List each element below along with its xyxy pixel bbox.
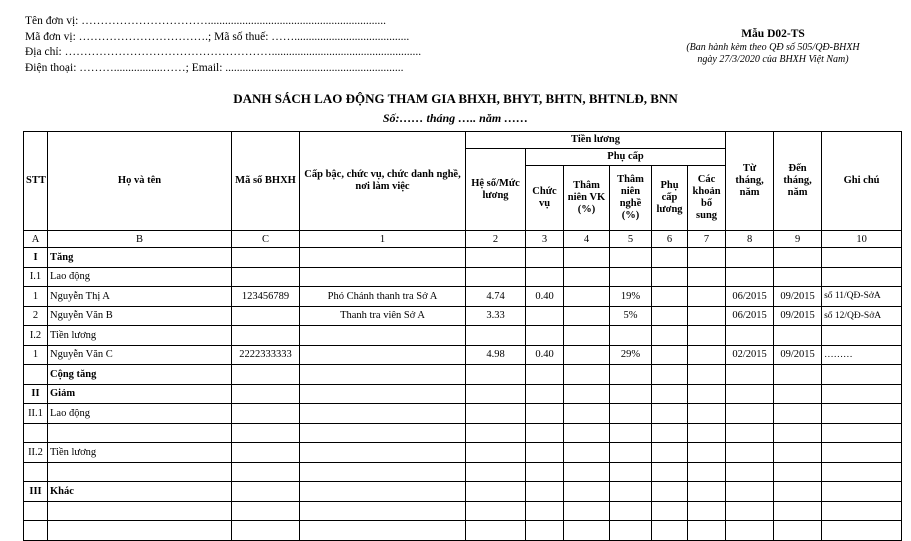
cell-to (774, 482, 822, 502)
column-index: 7 (688, 231, 726, 248)
cell-pos (300, 248, 466, 268)
column-index: 2 (466, 231, 526, 248)
cell-bs (688, 384, 726, 404)
cell-name (48, 423, 232, 443)
table-row (24, 345, 902, 365)
cell-from: 06/2015 (726, 306, 774, 326)
cell-cv (526, 521, 564, 541)
cell-note (822, 462, 902, 482)
cell-cv (526, 267, 564, 287)
table-row (24, 287, 902, 307)
document-title: DANH SÁCH LAO ĐỘNG THAM GIA BHXH, BHYT, BHTN, BHTNLĐ, BNN (233, 91, 678, 106)
cell-pos (300, 365, 466, 385)
cell-coef (466, 326, 526, 346)
cell-tn (610, 404, 652, 424)
cell-pcl (652, 345, 688, 365)
cell-vk (564, 345, 610, 365)
cell-tn (610, 365, 652, 385)
cell-cv (526, 462, 564, 482)
table-row (24, 443, 902, 463)
header-to-month: Đến tháng, năm (774, 132, 822, 231)
cell-note (822, 326, 902, 346)
form-code: Mẫu D02-TS (741, 28, 805, 40)
cell-to (774, 248, 822, 268)
table-row (24, 482, 902, 502)
cell-note (822, 267, 902, 287)
table-row (24, 501, 902, 521)
cell-pcl (652, 384, 688, 404)
form-note-line1: (Ban hành kèm theo QĐ số 505/QĐ-BHXH (686, 42, 860, 53)
cell-from (726, 443, 774, 463)
cell-vk (564, 423, 610, 443)
cell-bhxh (232, 482, 300, 502)
unit-code-line: Mã đơn vị: …………………………….; Mã số thuế: ……........................................ (25, 30, 410, 43)
cell-bs (688, 287, 726, 307)
cell-pos (300, 423, 466, 443)
cell-cv (526, 501, 564, 521)
cell-stt: II.2 (24, 443, 48, 463)
cell-from (726, 423, 774, 443)
cell-tn: 5% (610, 306, 652, 326)
cell-vk (564, 482, 610, 502)
cell-stt: 1 (24, 287, 48, 307)
cell-vk (564, 287, 610, 307)
cell-stt: 2 (24, 306, 48, 326)
cell-bhxh (232, 248, 300, 268)
cell-pcl (652, 365, 688, 385)
cell-cv: 0.40 (526, 287, 564, 307)
table-row (24, 521, 902, 541)
cell-tn (610, 248, 652, 268)
cell-name: Nguyễn Thị A (48, 287, 232, 307)
cell-note (822, 365, 902, 385)
column-index: 6 (652, 231, 688, 248)
header-salary-group: Tiền lương (466, 132, 726, 149)
cell-pos (300, 482, 466, 502)
cell-vk (564, 248, 610, 268)
table-row (24, 306, 902, 326)
cell-name: Giảm (48, 384, 232, 404)
cell-bs (688, 443, 726, 463)
cell-pcl (652, 306, 688, 326)
cell-cv (526, 404, 564, 424)
cell-coef: 3.33 (466, 306, 526, 326)
phone-email-line: Điện thoại: ……….................……; Email: .............................................................. (25, 61, 404, 74)
cell-pcl (652, 404, 688, 424)
cell-bs (688, 306, 726, 326)
cell-cv (526, 365, 564, 385)
cell-pcl (652, 287, 688, 307)
header-coefficient: Hệ số/Mức lương (466, 149, 526, 231)
cell-coef (466, 248, 526, 268)
cell-cv (526, 384, 564, 404)
cell-bhxh (232, 404, 300, 424)
cell-to (774, 365, 822, 385)
cell-pos (300, 384, 466, 404)
cell-name: Tăng (48, 248, 232, 268)
cell-to (774, 267, 822, 287)
cell-tn (610, 462, 652, 482)
cell-pcl (652, 482, 688, 502)
cell-bhxh (232, 326, 300, 346)
cell-bs (688, 462, 726, 482)
cell-bhxh (232, 462, 300, 482)
table-row (24, 267, 902, 287)
cell-pcl (652, 326, 688, 346)
cell-name: Tiền lương (48, 326, 232, 346)
cell-bs (688, 521, 726, 541)
cell-vk (564, 306, 610, 326)
cell-name (48, 501, 232, 521)
cell-stt: I (24, 248, 48, 268)
cell-vk (564, 443, 610, 463)
cell-from (726, 462, 774, 482)
cell-from (726, 384, 774, 404)
cell-vk (564, 267, 610, 287)
cell-vk (564, 384, 610, 404)
cell-coef (466, 384, 526, 404)
cell-bhxh (232, 267, 300, 287)
column-index: C (232, 231, 300, 248)
cell-tn (610, 267, 652, 287)
column-index: B (48, 231, 232, 248)
cell-pcl (652, 248, 688, 268)
cell-bs (688, 365, 726, 385)
cell-name: Nguyễn Văn B (48, 306, 232, 326)
cell-note (822, 384, 902, 404)
table-row (24, 384, 902, 404)
cell-bs (688, 267, 726, 287)
cell-bs (688, 423, 726, 443)
cell-pos (300, 521, 466, 541)
cell-bhxh (232, 306, 300, 326)
cell-vk (564, 404, 610, 424)
cell-tn (610, 501, 652, 521)
table-row (24, 423, 902, 443)
table-row (24, 404, 902, 424)
cell-to (774, 443, 822, 463)
form-reference-block (663, 28, 883, 66)
column-index: A (24, 231, 48, 248)
header-stt: STT (24, 132, 48, 231)
cell-stt: I.1 (24, 267, 48, 287)
cell-bhxh (232, 521, 300, 541)
header-supplements: Các khoản bổ sung (688, 166, 726, 231)
header-name: Họ và tên (48, 132, 232, 231)
cell-name: Nguyễn Văn C (48, 345, 232, 365)
cell-to (774, 501, 822, 521)
cell-pcl (652, 501, 688, 521)
cell-tn (610, 521, 652, 541)
cell-bs (688, 248, 726, 268)
table-row (24, 326, 902, 346)
cell-bhxh (232, 501, 300, 521)
unit-name-line: Tên đơn vị: …………………………….............................................................. (25, 15, 386, 27)
cell-name: Tiền lương (48, 443, 232, 463)
header-position-allowance: Chức vụ (526, 166, 564, 231)
cell-tn (610, 384, 652, 404)
cell-bhxh: 2222333333 (232, 345, 300, 365)
cell-note: số 12/QĐ-SởA (822, 306, 902, 326)
cell-tn (610, 326, 652, 346)
cell-stt: 1 (24, 345, 48, 365)
cell-stt (24, 365, 48, 385)
cell-stt (24, 521, 48, 541)
cell-pos (300, 345, 466, 365)
cell-stt (24, 423, 48, 443)
cell-from (726, 326, 774, 346)
cell-bhxh (232, 423, 300, 443)
cell-tn: 29% (610, 345, 652, 365)
cell-coef (466, 462, 526, 482)
cell-coef (466, 267, 526, 287)
cell-note (822, 423, 902, 443)
cell-tn (610, 482, 652, 502)
column-index: 10 (822, 231, 902, 248)
cell-pcl (652, 267, 688, 287)
column-index: 4 (564, 231, 610, 248)
cell-tn: 19% (610, 287, 652, 307)
cell-cv (526, 306, 564, 326)
cell-bs (688, 501, 726, 521)
cell-pos (300, 404, 466, 424)
cell-pos (300, 443, 466, 463)
cell-vk (564, 365, 610, 385)
cell-bhxh (232, 365, 300, 385)
cell-pcl (652, 423, 688, 443)
cell-pos: Phó Chánh thanh tra Sở A (300, 287, 466, 307)
document-number-date: Số:…… tháng ….. năm …… (382, 111, 529, 125)
cell-note (822, 248, 902, 268)
header-salary-allowance: Phụ cấp lương (652, 166, 688, 231)
cell-cv (526, 443, 564, 463)
table-row (24, 462, 902, 482)
cell-note (822, 443, 902, 463)
cell-stt: III (24, 482, 48, 502)
cell-from (726, 248, 774, 268)
cell-vk (564, 462, 610, 482)
cell-to: 09/2015 (774, 287, 822, 307)
cell-from (726, 521, 774, 541)
cell-to (774, 384, 822, 404)
cell-from (726, 267, 774, 287)
cell-from (726, 501, 774, 521)
cell-note (822, 501, 902, 521)
cell-stt: I.2 (24, 326, 48, 346)
header-from-month: Từ tháng, năm (726, 132, 774, 231)
cell-to (774, 521, 822, 541)
cell-cv (526, 423, 564, 443)
header-allowance-group: Phụ cấp (526, 149, 726, 166)
cell-from (726, 365, 774, 385)
cell-coef (466, 443, 526, 463)
cell-name: Khác (48, 482, 232, 502)
cell-bhxh (232, 384, 300, 404)
cell-name: Lao động (48, 267, 232, 287)
cell-coef (466, 501, 526, 521)
cell-pcl (652, 521, 688, 541)
cell-pos (300, 267, 466, 287)
cell-coef (466, 423, 526, 443)
unit-info-block (25, 14, 421, 76)
cell-cv: 0.40 (526, 345, 564, 365)
header-position: Cấp bậc, chức vụ, chức danh nghề, nơi làm việc (300, 132, 466, 231)
cell-coef (466, 482, 526, 502)
cell-bs (688, 326, 726, 346)
cell-coef (466, 365, 526, 385)
cell-name (48, 462, 232, 482)
header-seniority-job: Thâm niên nghề (%) (610, 166, 652, 231)
cell-note: ……… (822, 345, 902, 365)
cell-name (48, 521, 232, 541)
cell-bhxh: 123456789 (232, 287, 300, 307)
cell-bhxh (232, 443, 300, 463)
cell-vk (564, 521, 610, 541)
cell-note (822, 521, 902, 541)
cell-to (774, 462, 822, 482)
cell-note (822, 482, 902, 502)
cell-stt (24, 462, 48, 482)
table-body (24, 248, 902, 541)
header-bhxh-no: Mã số BHXH (232, 132, 300, 231)
column-index: 9 (774, 231, 822, 248)
cell-pos: Thanh tra viên Sở A (300, 306, 466, 326)
cell-pos (300, 501, 466, 521)
cell-pos (300, 462, 466, 482)
cell-bs (688, 345, 726, 365)
cell-note (822, 404, 902, 424)
cell-to: 09/2015 (774, 345, 822, 365)
address-line: Địa chỉ: ……………………………………………….................................................... (25, 46, 422, 58)
cell-from: 02/2015 (726, 345, 774, 365)
cell-to: 09/2015 (774, 306, 822, 326)
cell-coef: 4.74 (466, 287, 526, 307)
cell-pcl (652, 443, 688, 463)
cell-to (774, 423, 822, 443)
form-note-line2: ngày 27/3/2020 của BHXH Việt Nam) (697, 54, 849, 65)
cell-to (774, 326, 822, 346)
employee-list-table (23, 131, 902, 541)
cell-from (726, 482, 774, 502)
column-index: 5 (610, 231, 652, 248)
cell-vk (564, 501, 610, 521)
cell-pos (300, 326, 466, 346)
cell-from: 06/2015 (726, 287, 774, 307)
column-index: 3 (526, 231, 564, 248)
cell-name: Cộng tăng (48, 365, 232, 385)
cell-bs (688, 404, 726, 424)
table-row (24, 365, 902, 385)
cell-from (726, 404, 774, 424)
cell-cv (526, 248, 564, 268)
cell-to (774, 404, 822, 424)
cell-pcl (652, 462, 688, 482)
cell-bs (688, 482, 726, 502)
header-seniority-vk: Thâm niên VK (%) (564, 166, 610, 231)
cell-cv (526, 326, 564, 346)
cell-name: Lao động (48, 404, 232, 424)
cell-coef (466, 521, 526, 541)
cell-stt (24, 501, 48, 521)
cell-tn (610, 423, 652, 443)
cell-stt: II.1 (24, 404, 48, 424)
column-index: 8 (726, 231, 774, 248)
cell-coef: 4.98 (466, 345, 526, 365)
cell-stt: II (24, 384, 48, 404)
cell-cv (526, 482, 564, 502)
column-index: 1 (300, 231, 466, 248)
column-index-row (24, 231, 902, 248)
table-row (24, 248, 902, 268)
cell-coef (466, 404, 526, 424)
cell-vk (564, 326, 610, 346)
cell-note: số 11/QĐ-SởA (822, 287, 902, 307)
header-note: Ghi chú (822, 132, 902, 231)
cell-tn (610, 443, 652, 463)
